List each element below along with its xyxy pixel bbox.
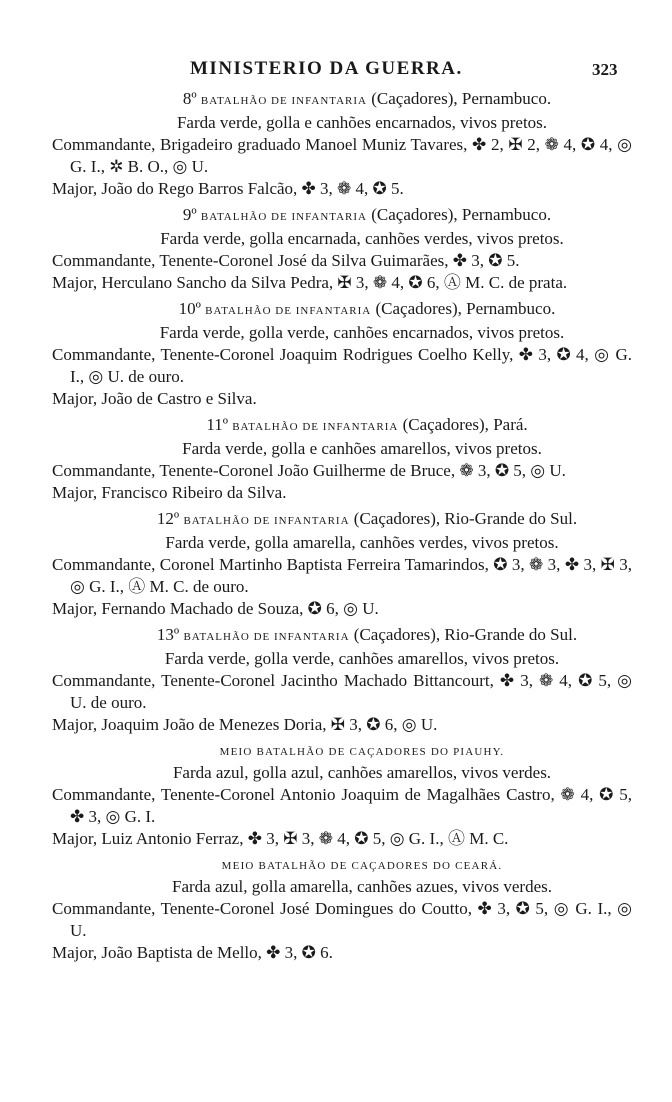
battalion-12 xyxy=(52,508,632,620)
commander-entry: Commandante, Tenente-Coronel João Guilherme de Bruce, ❁ 3, ✪ 5, ◎ U. xyxy=(52,461,566,480)
commander-entry: Commandante, Tenente-Coronel Jacintho Machado Bittancourt, ✤ 3, ❁ 4, ✪ 5, ◎ U. de ouro. xyxy=(52,671,632,712)
commander-entry: Commandante, Tenente-Coronel Joaquim Rodrigues Coelho Kelly, ✤ 3, ✪ 4, ◎ G. I., ◎ U. de ouro. xyxy=(52,345,632,386)
battalion-8 xyxy=(52,88,632,200)
uniform-description: Farda verde, golla e canhões encarnados, vivos pretos. xyxy=(176,113,548,132)
running-title: MINISTERIO DA GUERRA. xyxy=(190,58,463,79)
battalion-10 xyxy=(52,298,632,410)
uniform-description: Farda verde, golla e canhões amarellos, vivos pretos. xyxy=(182,439,542,458)
battalion-11 xyxy=(52,414,632,504)
commander-entry: Commandante, Tenente-Coronel José Domingues do Coutto, ✤ 3, ✪ 5, ◎ G. I., ◎ U. xyxy=(52,899,632,940)
battalion-heading: MEIO BATALHÃO DE CAÇADORES DO CEARÁ. xyxy=(221,860,503,872)
commander-entry: Commandante, Tenente-Coronel Antonio Joaquim de Magalhães Castro, ❁ 4, ✪ 5, ✤ 3, ◎ G. I. xyxy=(52,785,632,826)
page-content xyxy=(52,88,632,964)
uniform-description: Farda azul, golla azul, canhões amarellos, vivos verdes. xyxy=(172,763,552,782)
uniform-description: Farda verde, golla amarella, canhões verdes, vivos pretos. xyxy=(165,533,559,552)
battalion-heading: 10º BATALHÃO DE INFANTARIA (Caçadores), Pernambuco. xyxy=(178,299,556,318)
commander-entry: Commandante, Coronel Martinho Baptista Ferreira Tamarindos, ✪ 3, ❁ 3, ✤ 3, ✠ 3, ◎ G. I., Ⓐ M. C. de ouro. xyxy=(52,555,632,596)
page-header xyxy=(0,58,672,88)
major-entry: Major, Francisco Ribeiro da Silva. xyxy=(52,483,287,502)
major-entry: Major, João do Rego Barros Falcão, ✤ 3, ❁ 4, ✪ 5. xyxy=(52,179,404,198)
meio-battalion-piauhy xyxy=(52,742,632,850)
commander-entry: Commandante, Brigadeiro graduado Manoel Muniz Tavares, ✤ 2, ✠ 2, ❁ 4, ✪ 4, ◎ G. I., ✲ B. O., ◎ U. xyxy=(52,135,632,176)
uniform-description: Farda azul, golla amarella, canhões azues, vivos verdes. xyxy=(172,877,552,896)
major-entry: Major, Joaquim João de Menezes Doria, ✠ 3, ✪ 6, ◎ U. xyxy=(52,715,438,734)
uniform-description: Farda verde, golla verde, canhões encarnados, vivos pretos. xyxy=(159,323,565,342)
page-number: 323 xyxy=(592,60,618,79)
commander-entry: Commandante, Tenente-Coronel José da Silva Guimarães, ✤ 3, ✪ 5. xyxy=(52,251,520,270)
battalion-heading: 8º BATALHÃO DE INFANTARIA (Caçadores), Pernambuco. xyxy=(182,89,552,108)
battalion-heading: 13º BATALHÃO DE INFANTARIA (Caçadores), Rio-Grande do Sul. xyxy=(156,625,578,644)
major-entry: Major, Luiz Antonio Ferraz, ✤ 3, ✠ 3, ❁ 4, ✪ 5, ◎ G. I., Ⓐ M. C. xyxy=(52,829,509,848)
meio-battalion-ceara xyxy=(52,856,632,964)
major-entry: Major, João Baptista de Mello, ✤ 3, ✪ 6. xyxy=(52,943,333,962)
battalion-13 xyxy=(52,624,632,736)
uniform-description: Farda verde, golla encarnada, canhões verdes, vivos pretos. xyxy=(160,229,564,248)
battalion-heading: 12º BATALHÃO DE INFANTARIA (Caçadores), Rio-Grande do Sul. xyxy=(156,509,578,528)
major-entry: Major, João de Castro e Silva. xyxy=(52,389,257,408)
major-entry: Major, Herculano Sancho da Silva Pedra, ✠ 3, ❁ 4, ✪ 6, Ⓐ M. C. de prata. xyxy=(52,273,568,292)
major-entry: Major, Fernando Machado de Souza, ✪ 6, ◎ U. xyxy=(52,599,379,618)
battalion-9 xyxy=(52,204,632,294)
battalion-heading: 9º BATALHÃO DE INFANTARIA (Caçadores), Pernambuco. xyxy=(182,205,552,224)
battalion-heading: 11º BATALHÃO DE INFANTARIA (Caçadores), Pará. xyxy=(206,415,528,434)
uniform-description: Farda verde, golla verde, canhões amarellos, vivos pretos. xyxy=(164,649,560,668)
battalion-heading: MEIO BATALHÃO DE CAÇADORES DO PIAUHY. xyxy=(219,746,505,758)
